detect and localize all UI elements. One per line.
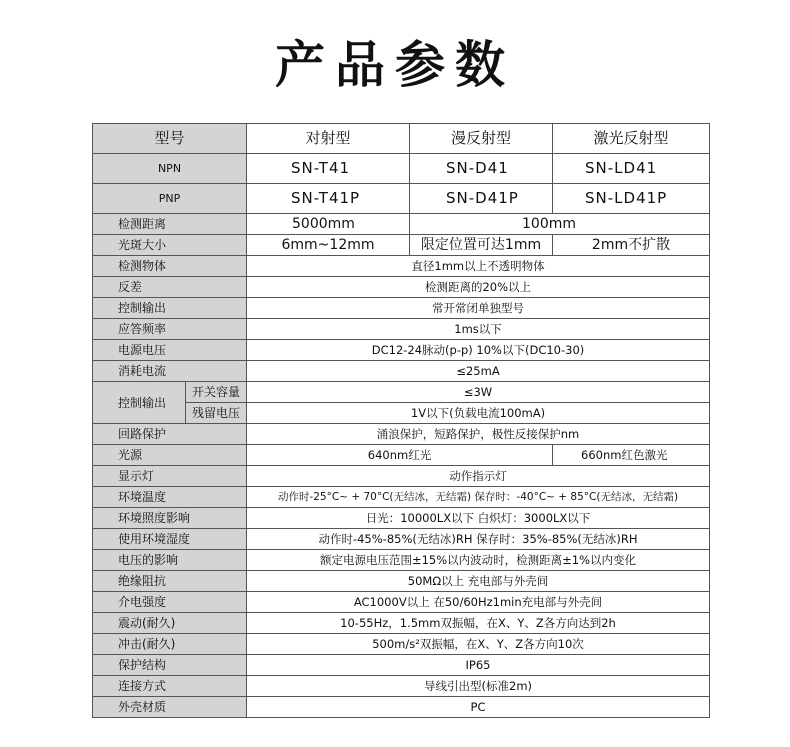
pnp-model-1: SN-T41P — [247, 184, 410, 214]
indicator-label: 显示灯 — [93, 466, 247, 487]
object-value: 直径1mm以上不透明物体 — [247, 256, 710, 277]
housing-value: PC — [247, 697, 710, 718]
source-row — [93, 445, 710, 466]
residual-voltage-value: 1V以下(负载电流100mA) — [247, 403, 710, 424]
indicator-row — [93, 466, 710, 487]
current-label: 消耗电流 — [93, 361, 247, 382]
shock-label: 冲击(耐久) — [93, 634, 247, 655]
npn-model-3: SN-LD41 — [553, 154, 710, 184]
insulation-value: 50MΩ以上 充电部与外壳间 — [247, 571, 710, 592]
residual-voltage-label: 残留电压 — [186, 403, 247, 424]
npn-model-2: SN-D41 — [410, 154, 553, 184]
connection-value: 导线引出型(标准2m) — [247, 676, 710, 697]
pnp-row — [93, 184, 710, 214]
response-value: 1ms以下 — [247, 319, 710, 340]
ip-value: IP65 — [247, 655, 710, 676]
distance-label: 检测距离 — [93, 214, 247, 235]
page-title: 产品参数 — [275, 36, 515, 94]
vibration-label: 震动(耐久) — [93, 613, 247, 634]
voltage-effect-value: 额定电源电压范围±15%以内波动时，检测距离±1%以内变化 — [247, 550, 710, 571]
temperature-label: 环境温度 — [93, 487, 247, 508]
dielectric-label: 介电强度 — [93, 592, 247, 613]
control-row-2 — [93, 403, 710, 424]
switch-capacity-value: ≤3W — [247, 382, 710, 403]
indicator-value: 动作指示灯 — [247, 466, 710, 487]
ip-label: 保护结构 — [93, 655, 247, 676]
housing-label: 外壳材质 — [93, 697, 247, 718]
humidity-row — [93, 529, 710, 550]
hysteresis-row — [93, 277, 710, 298]
spot-row — [93, 235, 710, 256]
type-thru-beam: 对射型 — [247, 124, 410, 154]
voltage-effect-row — [93, 550, 710, 571]
control-row-1 — [93, 382, 710, 403]
shock-row — [93, 634, 710, 655]
temperature-value: 动作时-25°C~ + 70°C(无结冰，无结霜) 保存时：-40°C~ + 85°C(无结冰，无结霜) — [247, 487, 710, 508]
protection-value: 涌浪保护，短路保护，极性反接保护nm — [247, 424, 710, 445]
distance-row — [93, 214, 710, 235]
insulation-label: 绝缘阻抗 — [93, 571, 247, 592]
model-header: 型号 — [93, 124, 247, 154]
vibration-row — [93, 613, 710, 634]
header-row — [93, 124, 710, 154]
pnp-label: PNP — [93, 184, 247, 214]
response-row — [93, 319, 710, 340]
spot-diffuse: 限定位置可达1mm — [410, 235, 553, 256]
control-label: 控制输出 — [93, 382, 186, 424]
humidity-value: 动作时-45%-85%(无结冰)RH 保存时：35%-85%(无结冰)RH — [247, 529, 710, 550]
npn-row — [93, 154, 710, 184]
temperature-row — [93, 487, 710, 508]
humidity-label: 使用环境湿度 — [93, 529, 247, 550]
distance-other: 100mm — [410, 214, 710, 235]
source-label: 光源 — [93, 445, 247, 466]
protection-row — [93, 424, 710, 445]
ip-row — [93, 655, 710, 676]
illumination-row — [93, 508, 710, 529]
npn-label: NPN — [93, 154, 247, 184]
hysteresis-value: 检测距离的20%以上 — [247, 277, 710, 298]
housing-row — [93, 697, 710, 718]
output-value: 常开常闭单独型号 — [247, 298, 710, 319]
type-laser-reflective: 激光反射型 — [553, 124, 710, 154]
source-red: 640nm红光 — [247, 445, 553, 466]
spot-label: 光斑大小 — [93, 235, 247, 256]
voltage-label: 电源电压 — [93, 340, 247, 361]
connection-row — [93, 676, 710, 697]
spot-laser: 2mm不扩散 — [553, 235, 710, 256]
voltage-value: DC12-24脉动(p-p) 10%以下(DC10-30) — [247, 340, 710, 361]
dielectric-row — [93, 592, 710, 613]
dielectric-value: AC1000V以上 在50/60Hz1min充电部与外壳间 — [247, 592, 710, 613]
vibration-value: 10-55Hz，1.5mm双振幅，在X、Y、Z各方向达到2h — [247, 613, 710, 634]
spec-table — [92, 123, 710, 718]
protection-label: 回路保护 — [93, 424, 247, 445]
pnp-model-3: SN-LD41P — [553, 184, 710, 214]
spot-thru: 6mm~12mm — [247, 235, 410, 256]
object-row — [93, 256, 710, 277]
connection-label: 连接方式 — [93, 676, 247, 697]
response-label: 应答频率 — [93, 319, 247, 340]
distance-thru: 5000mm — [247, 214, 410, 235]
object-label: 检测物体 — [93, 256, 247, 277]
npn-model-1: SN-T41 — [247, 154, 410, 184]
switch-capacity-label: 开关容量 — [186, 382, 247, 403]
current-value: ≤25mA — [247, 361, 710, 382]
output-label: 控制输出 — [93, 298, 247, 319]
pnp-model-2: SN-D41P — [410, 184, 553, 214]
insulation-row — [93, 571, 710, 592]
illumination-label: 环境照度影响 — [93, 508, 247, 529]
source-laser: 660nm红色激光 — [553, 445, 710, 466]
voltage-row — [93, 340, 710, 361]
output-row — [93, 298, 710, 319]
type-diffuse: 漫反射型 — [410, 124, 553, 154]
shock-value: 500m/s²双振幅，在X、Y、Z各方向10次 — [247, 634, 710, 655]
illumination-value: 日光：10000LX以下 白炽灯：3000LX以下 — [247, 508, 710, 529]
voltage-effect-label: 电压的影响 — [93, 550, 247, 571]
current-row — [93, 361, 710, 382]
hysteresis-label: 反差 — [93, 277, 247, 298]
